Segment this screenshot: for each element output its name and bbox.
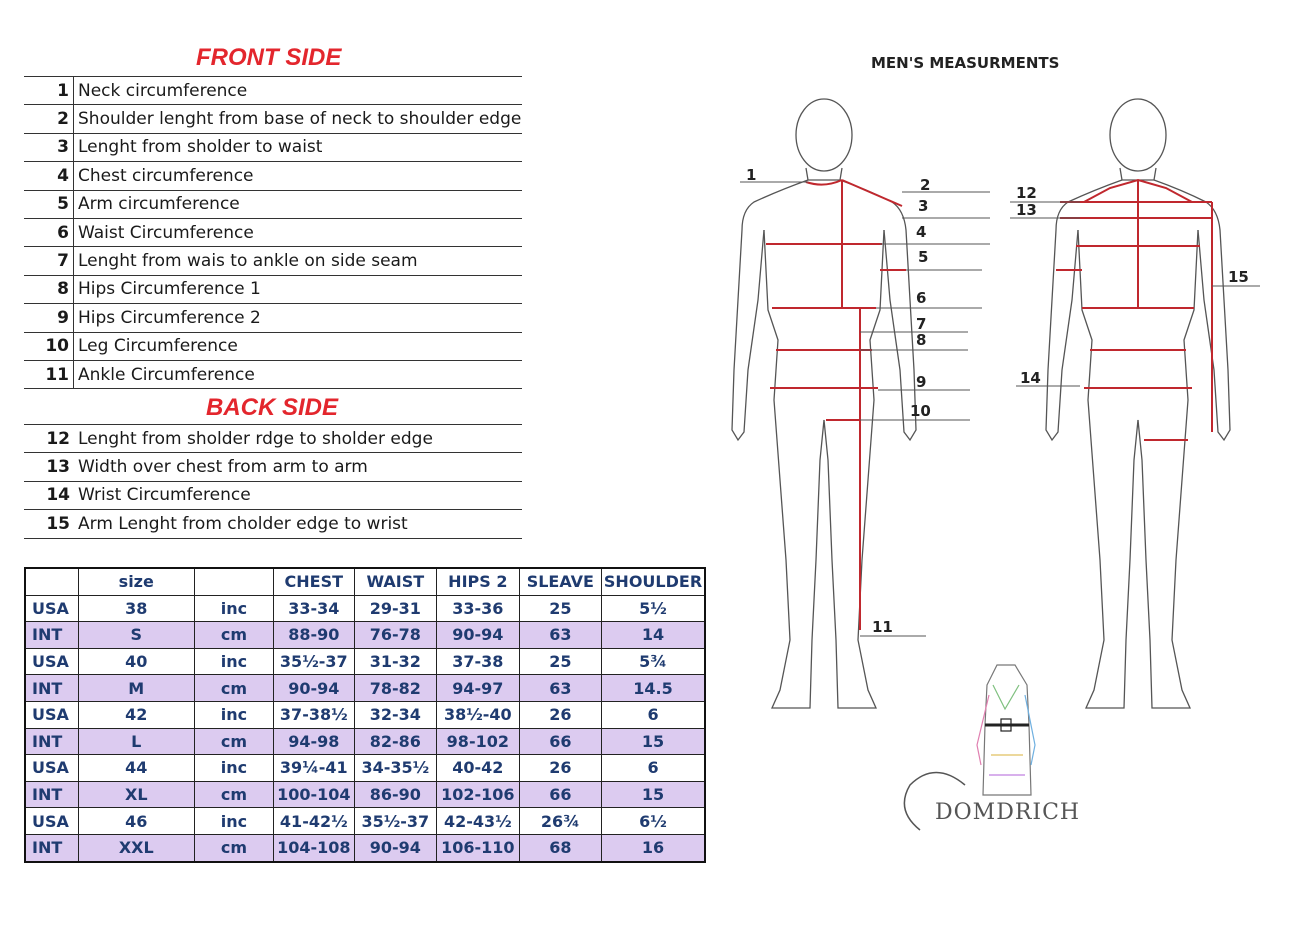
table-cell: 98-102 — [437, 728, 520, 755]
table-cell: inc — [194, 755, 273, 782]
measurement-number-label: 3 — [918, 197, 929, 215]
table-cell: 38½-40 — [437, 701, 520, 728]
measurement-number: 5 — [24, 191, 74, 218]
measurement-number: 3 — [24, 134, 74, 161]
measurement-row — [24, 191, 522, 219]
table-row — [25, 834, 705, 861]
column-header: WAIST — [354, 568, 437, 595]
measurement-row — [24, 77, 522, 105]
table-cell: cm — [194, 728, 273, 755]
table-cell: inc — [194, 701, 273, 728]
table-cell: 26 — [519, 755, 601, 782]
measurement-number-label: 4 — [916, 223, 927, 241]
table-cell: cm — [194, 675, 273, 702]
table-cell: XXL — [78, 834, 194, 861]
front-figure — [732, 99, 916, 708]
table-cell: 42-43½ — [437, 808, 520, 835]
table-cell: USA — [25, 648, 78, 675]
table-cell: 100-104 — [274, 781, 355, 808]
measurement-row — [24, 510, 522, 538]
measurement-number-label: 2 — [920, 176, 931, 194]
measurement-label: Arm circumference — [78, 194, 240, 215]
column-header: SHOULDER — [602, 568, 705, 595]
measurement-label: Neck circumference — [78, 80, 248, 101]
table-cell: 32-34 — [354, 701, 437, 728]
column-header: SLEAVE — [519, 568, 601, 595]
measurement-row — [24, 304, 522, 332]
table-cell: inc — [194, 648, 273, 675]
measurement-label: Lenght from wais to ankle on side seam — [78, 251, 418, 272]
measurement-number: 10 — [24, 333, 74, 360]
measurement-label: Lenght from sholder to waist — [78, 137, 323, 158]
measurement-row — [24, 134, 522, 162]
table-cell: 38 — [78, 595, 194, 622]
table-cell: 40 — [78, 648, 194, 675]
measurement-number: 2 — [24, 105, 74, 132]
table-cell: 14 — [602, 622, 705, 649]
measurement-number: 12 — [46, 428, 70, 449]
measurement-label: Hips Circumference 1 — [78, 279, 261, 300]
table-cell: 39¼-41 — [274, 755, 355, 782]
table-cell: cm — [194, 622, 273, 649]
table-cell: 41-42½ — [274, 808, 355, 835]
label-leader-lines — [740, 182, 1260, 636]
measurement-label: Waist Circumference — [78, 222, 254, 243]
diagram-title: MEN'S MEASURMENTS — [871, 54, 1060, 72]
column-header: CHEST — [274, 568, 355, 595]
table-cell: S — [78, 622, 194, 649]
table-cell: 82-86 — [354, 728, 437, 755]
measurement-number-label: 6 — [916, 289, 927, 307]
table-cell: 5½ — [602, 595, 705, 622]
table-cell: 25 — [519, 595, 601, 622]
measurement-row — [24, 276, 522, 304]
measurement-row — [24, 247, 522, 275]
table-cell: 94-97 — [437, 675, 520, 702]
measurement-number-label: 15 — [1228, 268, 1249, 286]
table-cell: 42 — [78, 701, 194, 728]
table-cell: 35½-37 — [354, 808, 437, 835]
measurement-number: 14 — [46, 485, 70, 506]
table-cell: 31-32 — [354, 648, 437, 675]
table-row — [25, 808, 705, 835]
front-side-title: FRONT SIDE — [196, 44, 342, 71]
coat-logo-icon — [977, 665, 1035, 795]
measurement-label: Shoulder lenght from base of neck to shoulder edge — [78, 109, 522, 130]
column-header: HIPS 2 — [437, 568, 520, 595]
table-cell: 16 — [602, 834, 705, 861]
table-cell: 63 — [519, 675, 601, 702]
table-cell: M — [78, 675, 194, 702]
table-row — [25, 675, 705, 702]
column-header: size — [78, 568, 194, 595]
table-cell: 15 — [602, 781, 705, 808]
brand-logo-text: DOMDRICH — [935, 800, 1081, 825]
measurement-number-label: 1 — [746, 166, 757, 184]
table-cell: L — [78, 728, 194, 755]
table-cell: 106-110 — [437, 834, 520, 861]
measurement-label: Width over chest from arm to arm — [78, 457, 368, 478]
table-cell: 104-108 — [274, 834, 355, 861]
table-cell: INT — [25, 622, 78, 649]
table-row — [25, 622, 705, 649]
measurement-number-label: 13 — [1016, 201, 1037, 219]
measurement-number-label: 7 — [916, 315, 927, 333]
table-cell: XL — [78, 781, 194, 808]
table-cell: INT — [25, 834, 78, 861]
measurement-label: Wrist Circumference — [78, 485, 251, 506]
measurement-number: 11 — [24, 361, 74, 388]
measurement-row — [24, 333, 522, 361]
measurement-row — [24, 453, 522, 481]
table-cell: 88-90 — [274, 622, 355, 649]
table-row — [25, 781, 705, 808]
front-measurements-list — [24, 76, 522, 389]
table-cell: INT — [25, 675, 78, 702]
table-row — [25, 755, 705, 782]
measurement-number: 9 — [24, 304, 74, 331]
body-measurement-diagram — [720, 40, 1280, 860]
table-cell: 37-38½ — [274, 701, 355, 728]
table-cell: 63 — [519, 622, 601, 649]
measurement-number: 7 — [24, 247, 74, 274]
measurement-number: 8 — [24, 276, 74, 303]
table-row — [25, 648, 705, 675]
measurement-label: Chest circumference — [78, 165, 254, 186]
table-row — [25, 595, 705, 622]
table-cell: 25 — [519, 648, 601, 675]
back-measure-lines — [1056, 180, 1212, 440]
table-cell: 14.5 — [602, 675, 705, 702]
table-cell: 26¾ — [519, 808, 601, 835]
measurement-number-label: 14 — [1020, 369, 1041, 387]
measurement-label: Arm Lenght from cholder edge to wrist — [78, 513, 408, 534]
column-header — [25, 568, 78, 595]
table-cell: 6 — [602, 701, 705, 728]
table-cell: 68 — [519, 834, 601, 861]
table-cell: 90-94 — [354, 834, 437, 861]
back-side-title: BACK SIDE — [206, 394, 339, 421]
size-chart-table — [24, 567, 706, 863]
table-cell: 33-36 — [437, 595, 520, 622]
measurement-number: 4 — [24, 162, 74, 189]
table-cell: 35½-37 — [274, 648, 355, 675]
table-cell: 34-35½ — [354, 755, 437, 782]
measurement-label: Ankle Circumference — [78, 364, 255, 385]
table-cell: 15 — [602, 728, 705, 755]
table-cell: 5¾ — [602, 648, 705, 675]
table-row — [25, 728, 705, 755]
table-cell: USA — [25, 701, 78, 728]
measurement-number-label: 11 — [872, 618, 893, 636]
measurement-number: 1 — [24, 77, 74, 104]
measurement-row — [24, 219, 522, 247]
measurement-row — [24, 361, 522, 389]
table-cell: 66 — [519, 728, 601, 755]
table-cell: USA — [25, 595, 78, 622]
column-header — [194, 568, 273, 595]
table-cell: 76-78 — [354, 622, 437, 649]
table-cell: 44 — [78, 755, 194, 782]
measurement-label: Leg Circumference — [78, 336, 238, 357]
table-cell: 94-98 — [274, 728, 355, 755]
table-cell: inc — [194, 808, 273, 835]
size-chart-header — [25, 568, 705, 595]
measurement-row — [24, 162, 522, 190]
table-cell: 46 — [78, 808, 194, 835]
table-cell: USA — [25, 755, 78, 782]
measurement-row — [24, 482, 522, 510]
measurement-number: 6 — [24, 219, 74, 246]
table-cell: cm — [194, 781, 273, 808]
table-cell: 90-94 — [437, 622, 520, 649]
measurement-number: 13 — [46, 457, 70, 478]
table-cell: inc — [194, 595, 273, 622]
table-cell: 78-82 — [354, 675, 437, 702]
back-measurements-list — [24, 424, 522, 539]
table-cell: 37-38 — [437, 648, 520, 675]
measurement-label: Hips Circumference 2 — [78, 307, 261, 328]
table-cell: 33-34 — [274, 595, 355, 622]
table-row — [25, 701, 705, 728]
table-cell: 6 — [602, 755, 705, 782]
measurement-row — [24, 425, 522, 453]
measurement-number-label: 5 — [918, 248, 929, 266]
measurement-number: 15 — [46, 513, 70, 534]
table-cell: 102-106 — [437, 781, 520, 808]
table-cell: 90-94 — [274, 675, 355, 702]
table-cell: INT — [25, 728, 78, 755]
table-cell: 66 — [519, 781, 601, 808]
measurement-number-label: 12 — [1016, 184, 1037, 202]
table-cell: 29-31 — [354, 595, 437, 622]
table-cell: 86-90 — [354, 781, 437, 808]
table-cell: cm — [194, 834, 273, 861]
measurement-number-label: 9 — [916, 373, 927, 391]
measurement-label: Lenght from sholder rdge to sholder edge — [78, 428, 433, 449]
measurement-number-label: 10 — [910, 402, 931, 420]
table-cell: 40-42 — [437, 755, 520, 782]
table-cell: INT — [25, 781, 78, 808]
measurement-row — [24, 105, 522, 133]
table-cell: 26 — [519, 701, 601, 728]
measurement-number-label: 8 — [916, 331, 927, 349]
table-cell: USA — [25, 808, 78, 835]
table-cell: 6½ — [602, 808, 705, 835]
